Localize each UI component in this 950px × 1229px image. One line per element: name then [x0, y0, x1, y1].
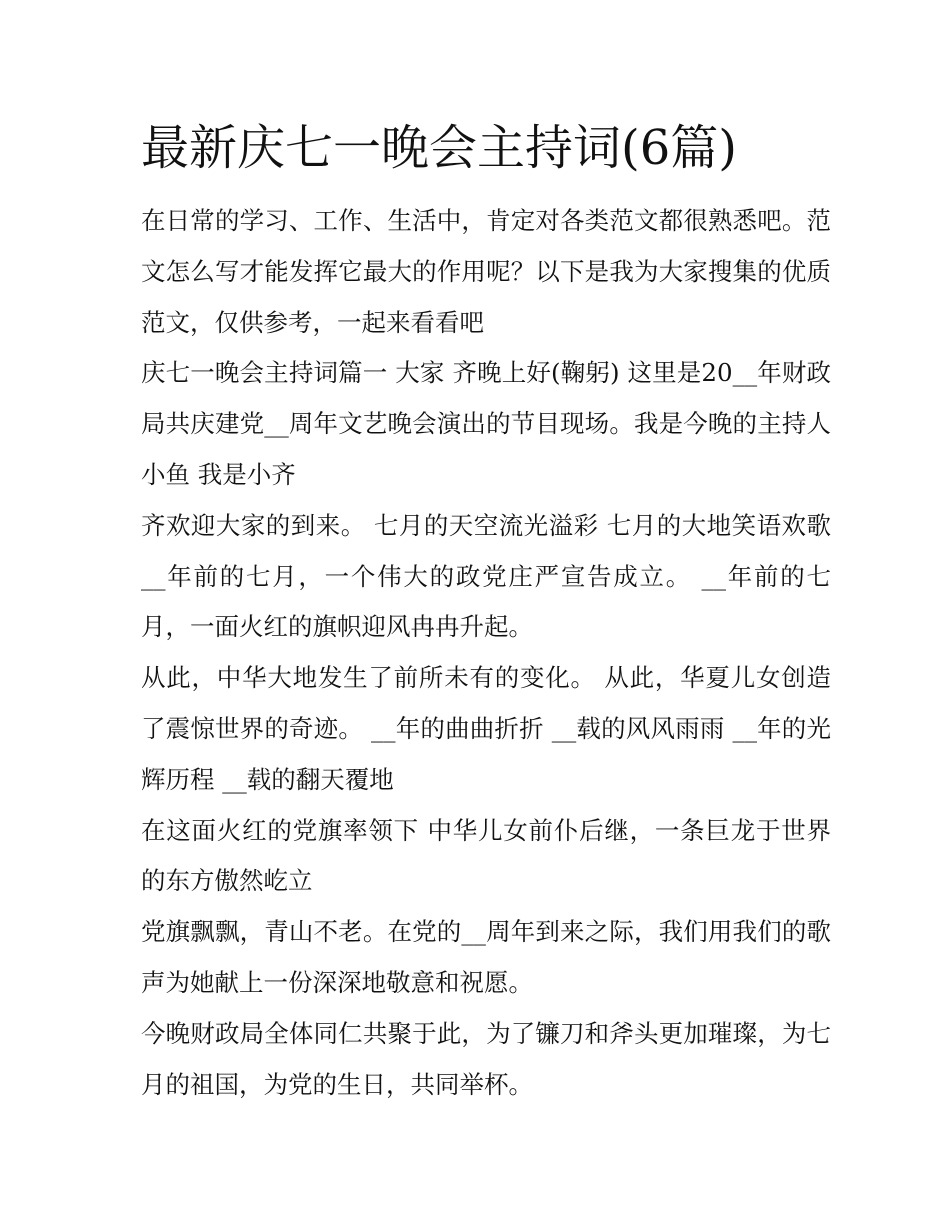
- paragraph-welcome: 齐欢迎大家的到来。 七月的天空流光溢彩 七月的大地笑语欢歌 __年前的七月，一个伟大的政党庄严宣告成立。 __年前的七月，一面火红的旗帜迎风冉冉升起。: [141, 510, 831, 642]
- document-title: 最新庆七一晚会主持词(6篇): [141, 120, 737, 176]
- paragraph-intro: 在日常的学习、工作、生活中，肯定对各类范文都很熟悉吧。范文怎么写才能发挥它最大的作用呢？以下是我为大家搜集的优质范文，仅供参考，一起来看看吧: [141, 206, 831, 337]
- document-body: [141, 196, 831, 1110]
- paragraph-toast: 今晚财政局全体同仁共聚于此，为了镰刀和斧头更加璀璨，为七月的祖国，为党的生日，共同举杯。: [141, 1018, 831, 1099]
- paragraph-flag: 在这面火红的党旗率领下 中华儿女前仆后继，一条巨龙于世界的东方傲然屹立: [141, 815, 831, 896]
- paragraph-opening: 庆七一晚会主持词篇一 大家 齐晚上好(鞠躬) 这里是20__年财政局共庆建党__周年文艺晚会演出的节目现场。我是今晚的主持人小鱼 我是小齐: [141, 358, 831, 489]
- paragraph-history: 从此，中华大地发生了前所未有的变化。 从此，华夏儿女创造了震惊世界的奇迹。 __年的曲曲折折 __载的风风雨雨 __年的光辉历程 __载的翻天覆地: [141, 663, 831, 794]
- paragraph-anniversary: 党旗飘飘，青山不老。在党的__周年到来之际，我们用我们的歌声为她献上一份深深地敬意和祝愿。: [141, 917, 831, 997]
